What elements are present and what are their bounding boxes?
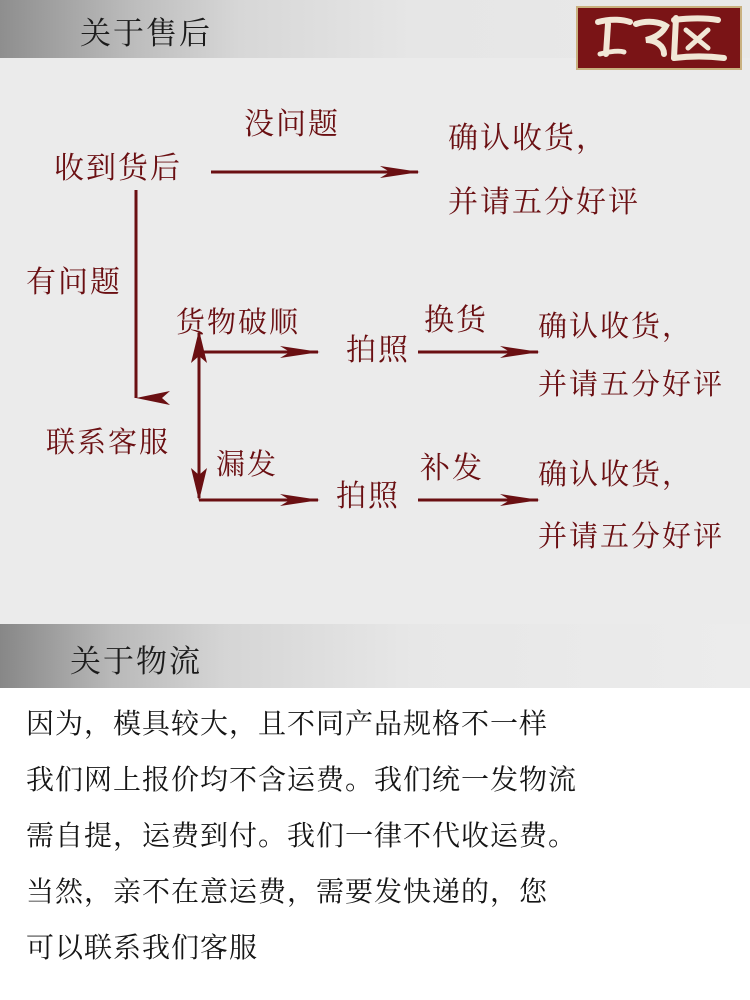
- node-review-1: 并请五分好评: [448, 185, 640, 220]
- node-review-3: 并请五分好评: [538, 519, 725, 553]
- after-sales-flowchart: [0, 58, 750, 624]
- node-contact-service: 联系客服: [46, 425, 171, 459]
- node-received: 收到货后: [54, 151, 182, 186]
- logistics-line-1: 因为，模具较大，且不同产品规格不一样: [26, 707, 549, 740]
- logistics-line-3: 需自提，运费到付。我们一律不代收运费。: [26, 819, 578, 852]
- node-confirm-3: 确认收货，: [538, 457, 694, 491]
- logistics-line-2: 我们网上报价均不含运费。我们统一发物流: [26, 763, 578, 796]
- logistics-notice: [0, 688, 750, 1000]
- node-photo-1: 拍照: [346, 333, 410, 368]
- node-review-2: 并请五分好评: [538, 367, 725, 401]
- label-damaged: 货物破顺: [176, 305, 301, 339]
- logistics-line-5: 可以联系我们客服: [26, 931, 259, 964]
- label-exchange: 换货: [424, 303, 488, 338]
- after-sales-title: 关于售后: [80, 16, 212, 52]
- brand-logo-glyph: [578, 8, 740, 68]
- label-has-problem: 有问题: [26, 265, 122, 300]
- logistics-line-4: 当然，亲不在意运费，需要发快递的，您: [26, 875, 549, 908]
- node-photo-2: 拍照: [336, 479, 400, 514]
- brand-logo: [576, 6, 742, 70]
- label-no-problem: 没问题: [244, 107, 340, 142]
- node-confirm-1: 确认收货，: [448, 121, 608, 156]
- label-missing: 漏发: [216, 447, 279, 481]
- node-confirm-2: 确认收货，: [538, 309, 694, 343]
- logistics-title: 关于物流: [70, 644, 202, 680]
- label-reship: 补发: [420, 451, 484, 486]
- logistics-header: [0, 624, 750, 688]
